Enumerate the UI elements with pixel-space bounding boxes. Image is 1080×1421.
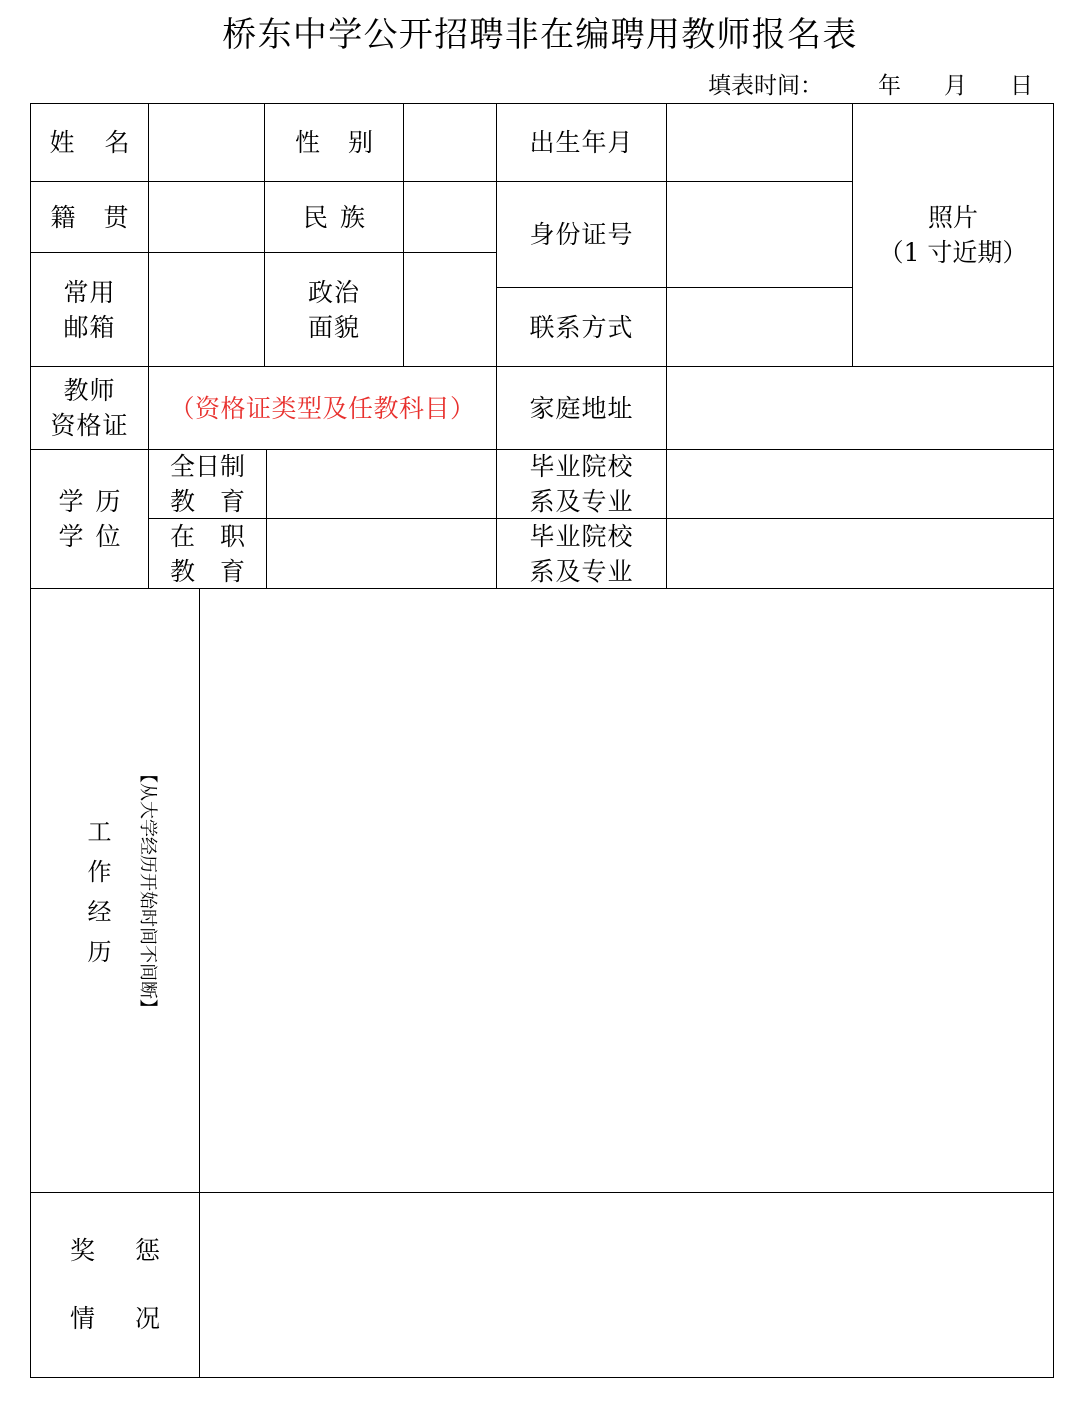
home-address-label: 家庭地址 (529, 393, 634, 423)
ethnicity-field[interactable] (403, 181, 497, 253)
education-label-line-1: 学 历 (58, 487, 121, 516)
political-status-field[interactable] (403, 252, 497, 367)
in-service-school-label-line-2: 系及专业 (529, 556, 634, 586)
id-number-label: 身份证号 (529, 220, 634, 249)
contact-field[interactable] (666, 287, 853, 367)
rewards-punishments-label-line-2: 情 况 (70, 1304, 160, 1333)
rewards-punishments-label-line-1: 奖 惩 (70, 1236, 160, 1265)
in-service-school-label-line-1: 毕业院校 (529, 521, 634, 551)
certificate-label-line-2: 资格证 (50, 411, 129, 440)
full-time-label-line-1: 全日制 (170, 452, 246, 481)
native-place-label-cell (30, 181, 149, 253)
ethnicity-label: 民 族 (303, 202, 365, 232)
form-title: 桥东中学公开招聘非在编聘用教师报名表 (222, 15, 858, 55)
work-history-label: 工作经历 (83, 819, 111, 979)
native-place-field[interactable] (148, 181, 265, 253)
rewards-punishments-label-cell (30, 1192, 200, 1378)
in-service-label-line-2: 教 育 (170, 556, 245, 586)
email-label-cell (30, 252, 149, 367)
photo-cell (852, 103, 1054, 367)
birth-date-label: 出生年月 (529, 128, 634, 157)
name-label: 姓 名 (49, 128, 130, 157)
certificate-label-cell (30, 366, 149, 450)
in-service-education-label-cell (148, 518, 267, 589)
certificate-placeholder: （资格证类型及任教科目） (169, 393, 476, 423)
ethnicity-label-cell (264, 181, 404, 253)
fill-date-year: 年 (878, 73, 901, 99)
in-service-school-field[interactable] (666, 518, 1054, 589)
work-history-note: 【从大学经历开始时间不间断】 (137, 765, 158, 1017)
name-field[interactable] (148, 103, 265, 182)
gender-label: 性 别 (295, 128, 373, 157)
home-address-label-cell (496, 366, 667, 450)
fill-date-month: 月 (944, 73, 967, 99)
in-service-label-line-1: 在 职 (170, 521, 245, 551)
full-time-school-label-line-2: 系及专业 (529, 487, 634, 516)
work-history-field[interactable] (199, 588, 1054, 1193)
in-service-education-field[interactable] (266, 518, 497, 589)
full-time-education-label-cell (148, 449, 267, 519)
email-label-line-2: 邮箱 (63, 312, 116, 342)
rewards-punishments-field[interactable] (199, 1192, 1054, 1378)
birth-date-field[interactable] (666, 103, 853, 182)
work-history-label-cell (30, 588, 200, 1193)
fill-date-day: 日 (1010, 73, 1033, 99)
birth-date-label-cell (496, 103, 667, 182)
full-time-school-label-cell (496, 449, 667, 519)
home-address-field[interactable] (666, 366, 1054, 450)
photo-label: 照片 (927, 203, 978, 232)
photo-size-note: （1 寸近期） (878, 238, 1028, 267)
certificate-label-line-1: 教师 (63, 376, 116, 405)
native-place-label: 籍 贯 (50, 202, 129, 232)
education-label-cell (30, 449, 149, 589)
certificate-field[interactable] (148, 366, 497, 450)
full-time-school-label-line-1: 毕业院校 (529, 452, 634, 481)
id-number-field[interactable] (666, 181, 853, 288)
email-label-line-1: 常用 (63, 277, 116, 307)
full-time-label-line-2: 教 育 (170, 487, 245, 516)
political-status-label-line-1: 政治 (307, 277, 360, 307)
fill-date-label: 填表时间： (708, 73, 823, 99)
political-status-label-line-2: 面貌 (307, 312, 360, 342)
full-time-education-field[interactable] (266, 449, 497, 519)
full-time-school-field[interactable] (666, 449, 1054, 519)
political-status-label-cell (264, 252, 404, 367)
contact-label: 联系方式 (529, 312, 634, 342)
gender-field[interactable] (403, 103, 497, 182)
education-label-line-2: 学 位 (58, 522, 121, 551)
name-label-cell (30, 103, 149, 182)
id-number-label-cell (496, 181, 667, 288)
in-service-school-label-cell (496, 518, 667, 589)
gender-label-cell (264, 103, 404, 182)
email-field[interactable] (148, 252, 265, 367)
contact-label-cell (496, 287, 667, 367)
